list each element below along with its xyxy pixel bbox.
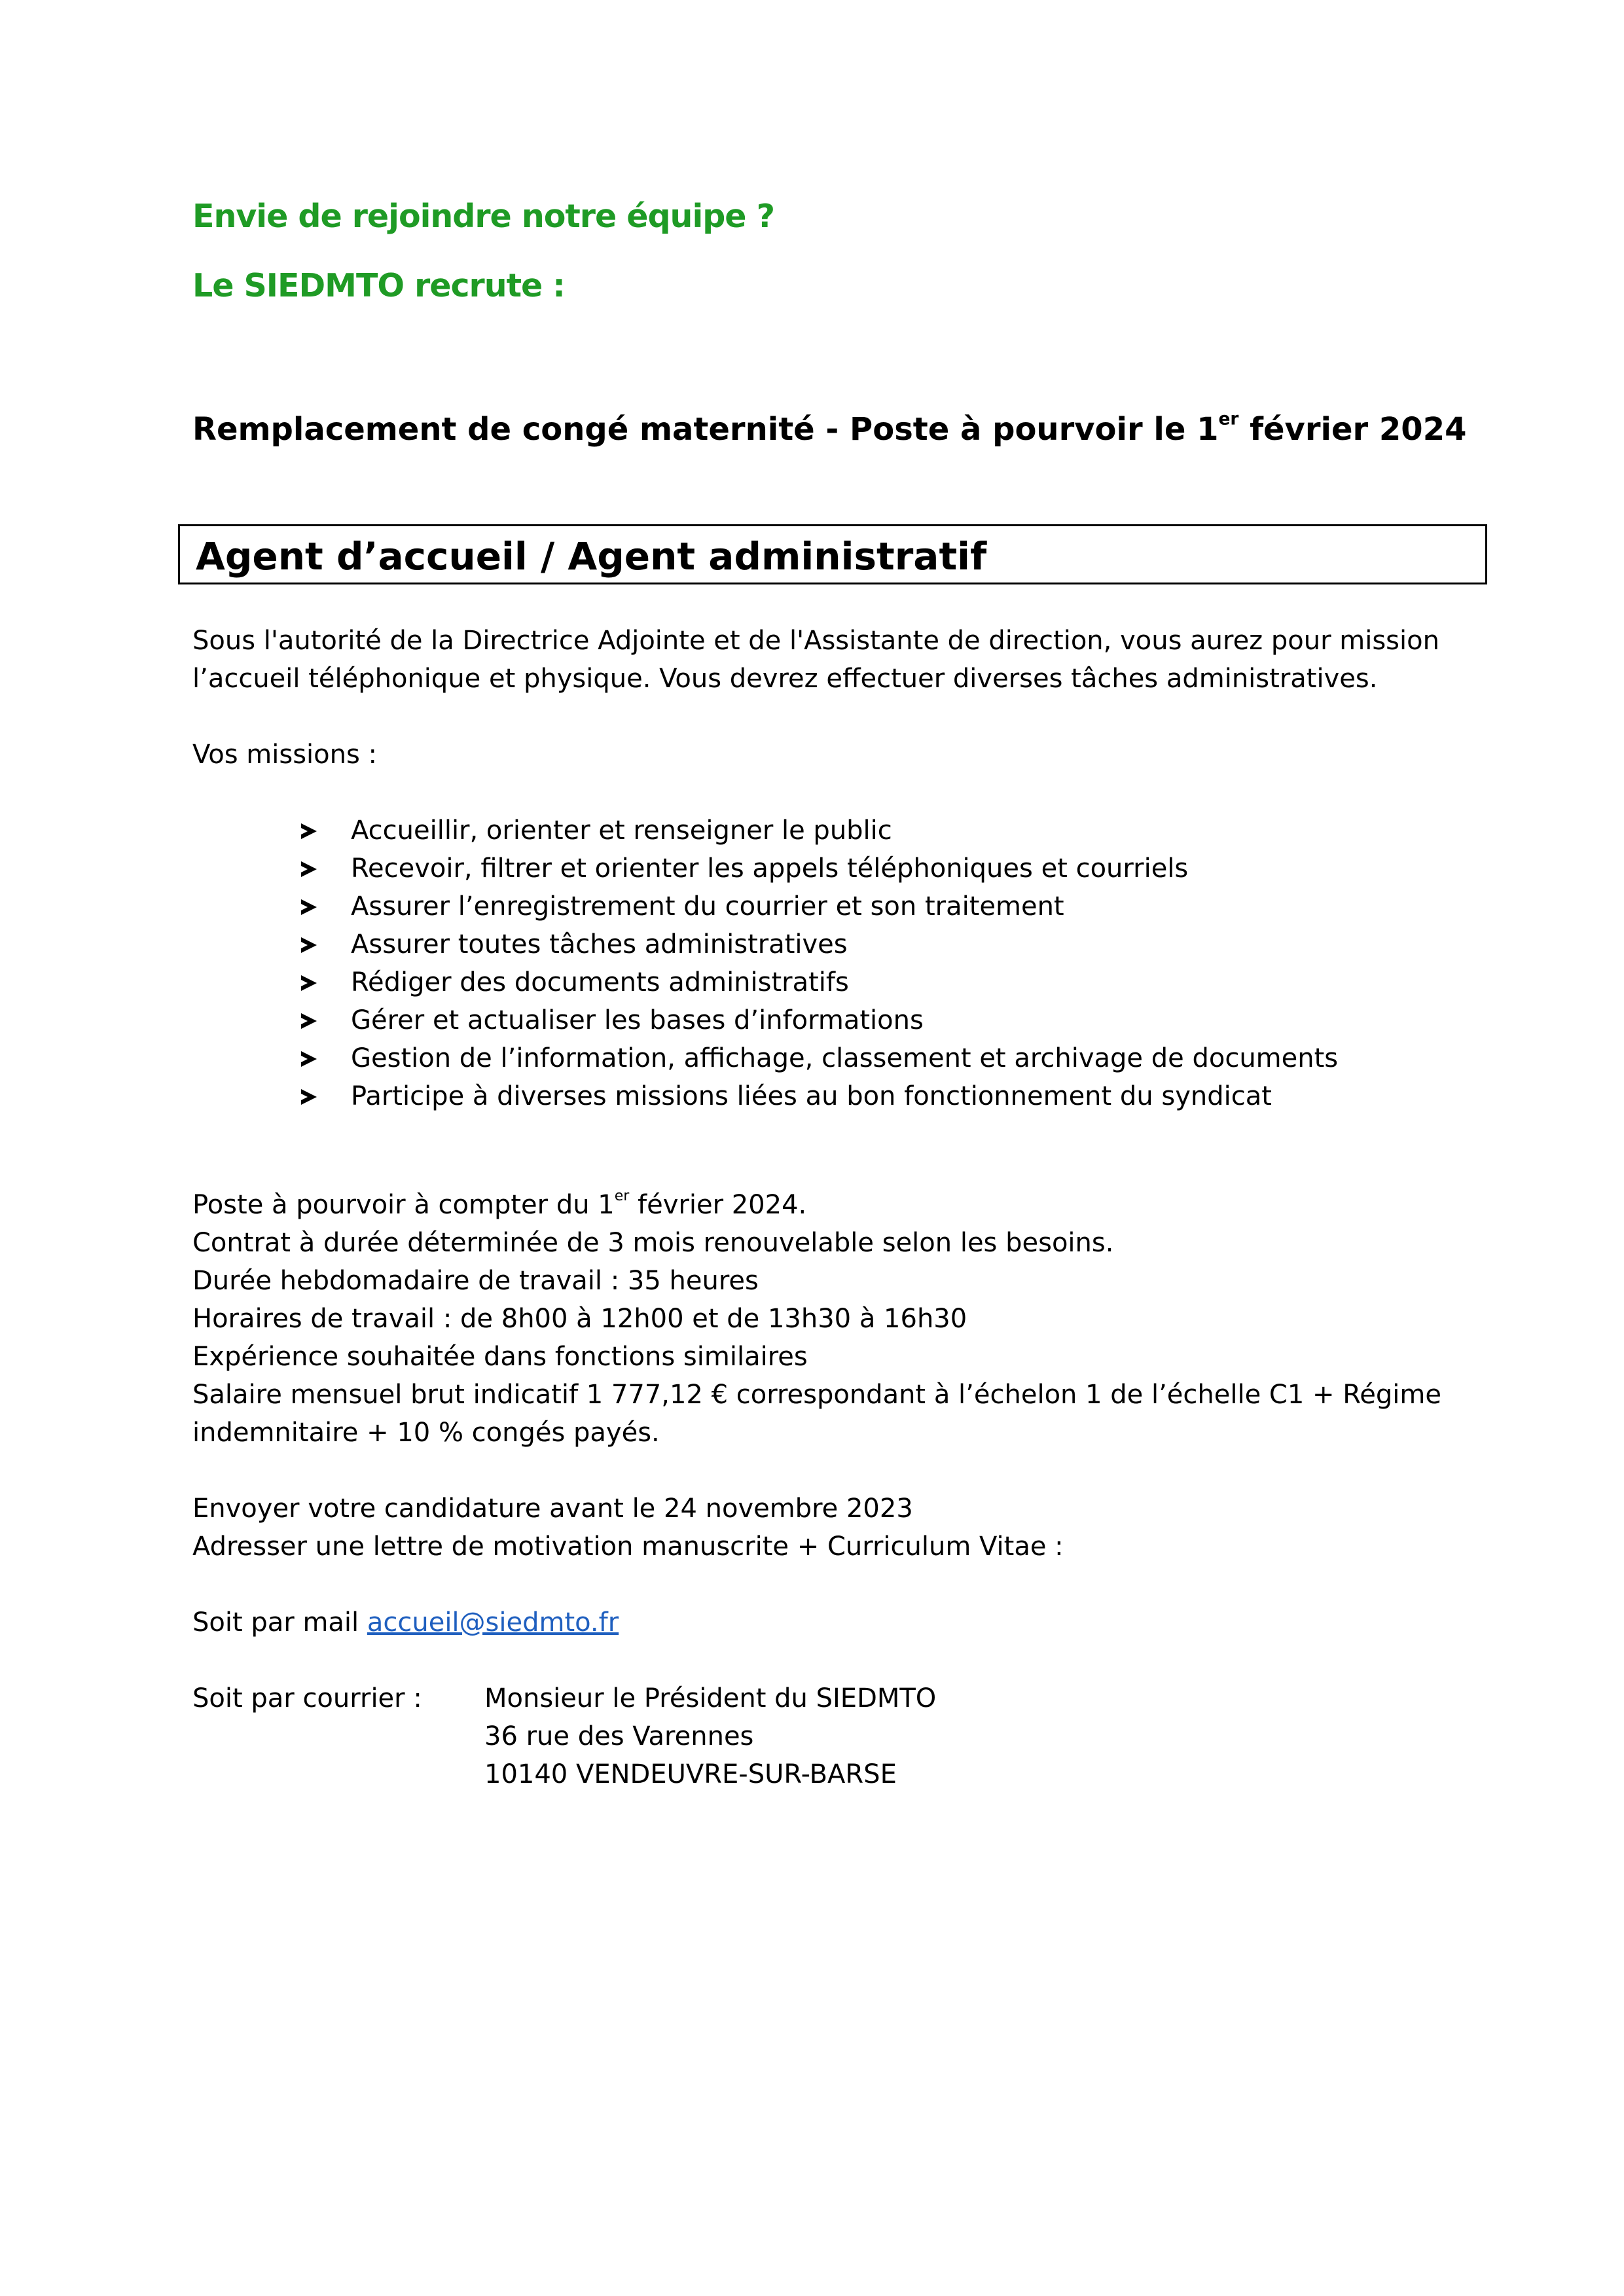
address-city: 10140 VENDEUVRE-SUR-BARSE <box>484 1759 897 1789</box>
subtitle-date: février 2024 <box>1238 411 1467 448</box>
address-recipient: Monsieur le Président du SIEDMTO <box>484 1683 937 1713</box>
mission-item <box>295 888 1338 925</box>
weekly-hours-line: Durée hebdomadaire de travail : 35 heures <box>192 1266 759 1296</box>
start-date-line <box>192 1186 1441 1224</box>
email-link[interactable]: accueil@siedmto.fr <box>367 1607 619 1638</box>
start-date-superscript: er <box>614 1188 630 1205</box>
intro-line: l’accueil téléphonique et physique. Vous devrez effectuer diverses tâches administratives. <box>192 664 1378 694</box>
schedule-line: Horaires de travail : de 8h00 à 12h00 et de 13h30 à 16h30 <box>192 1304 967 1334</box>
position-subtitle <box>192 408 1467 448</box>
salary-line-continued: indemnitaire + 10 % congés payés. <box>192 1418 660 1448</box>
missions-list <box>295 812 1338 1115</box>
mission-text: Gestion de l’information, affichage, classement et archivage de documents <box>351 1043 1339 1073</box>
mission-item <box>295 1001 1338 1039</box>
mail-line <box>192 1604 619 1641</box>
mission-item <box>295 1077 1338 1115</box>
mission-text: Recevoir, filtrer et orienter les appels téléphoniques et courriels <box>351 853 1189 884</box>
mission-item <box>295 963 1338 1001</box>
mission-item <box>295 850 1338 888</box>
arrow-bullet-icon <box>301 1051 317 1067</box>
subtitle-text: Remplacement de congé maternité - Poste à pourvoir le 1 <box>192 411 1219 448</box>
missions-heading: Vos missions : <box>192 740 378 770</box>
headline-join-team: Envie de rejoindre notre équipe ? <box>192 198 775 235</box>
mission-text: Gérer et actualiser les bases d’informations <box>351 1005 924 1035</box>
arrow-bullet-icon <box>301 975 317 991</box>
courrier-label: Soit par courrier : <box>192 1683 422 1713</box>
job-title: Agent d’accueil / Agent administratif <box>196 534 987 579</box>
job-title-box <box>178 524 1487 584</box>
position-details <box>192 1186 1441 1452</box>
arrow-bullet-icon <box>301 1089 317 1105</box>
mission-item <box>295 925 1338 963</box>
arrow-bullet-icon <box>301 823 317 839</box>
mission-item <box>295 1039 1338 1077</box>
mission-text: Participe à diverses missions liées au bon fonctionnement du syndicat <box>351 1081 1272 1111</box>
intro-line: Sous l'autorité de la Directrice Adjointe et de l'Assistante de direction, vous aurez pour mission <box>192 626 1439 656</box>
address-street: 36 rue des Varennes <box>484 1721 754 1751</box>
application-instructions <box>192 1490 1064 1566</box>
mission-text: Assurer toutes tâches administratives <box>351 929 848 960</box>
documents-line: Adresser une lettre de motivation manuscrite + Curriculum Vitae : <box>192 1532 1064 1562</box>
arrow-bullet-icon <box>301 937 317 953</box>
start-date-value: février 2024. <box>629 1190 807 1220</box>
experience-line: Expérience souhaitée dans fonctions similaires <box>192 1342 808 1372</box>
mission-text: Rédiger des documents administratifs <box>351 967 849 997</box>
subtitle-superscript: er <box>1218 408 1239 429</box>
postal-address <box>484 1679 936 1793</box>
headline-recruiting: Le SIEDMTO recrute : <box>192 267 565 304</box>
mail-label: Soit par mail <box>192 1607 367 1638</box>
mission-text: Assurer l’enregistrement du courrier et son traitement <box>351 891 1064 922</box>
start-date-text: Poste à pourvoir à compter du 1 <box>192 1190 615 1220</box>
arrow-bullet-icon <box>301 899 317 915</box>
arrow-bullet-icon <box>301 861 317 877</box>
intro-paragraph <box>192 622 1439 698</box>
deadline-line: Envoyer votre candidature avant le 24 novembre 2023 <box>192 1494 913 1524</box>
salary-line: Salaire mensuel brut indicatif 1 777,12 € correspondant à l’échelon 1 de l’échelle C1 + Régime <box>192 1380 1441 1410</box>
mission-text: Accueillir, orienter et renseigner le public <box>351 816 892 846</box>
arrow-bullet-icon <box>301 1013 317 1029</box>
mission-item <box>295 812 1338 850</box>
contract-line: Contrat à durée déterminée de 3 mois renouvelable selon les besoins. <box>192 1228 1114 1258</box>
